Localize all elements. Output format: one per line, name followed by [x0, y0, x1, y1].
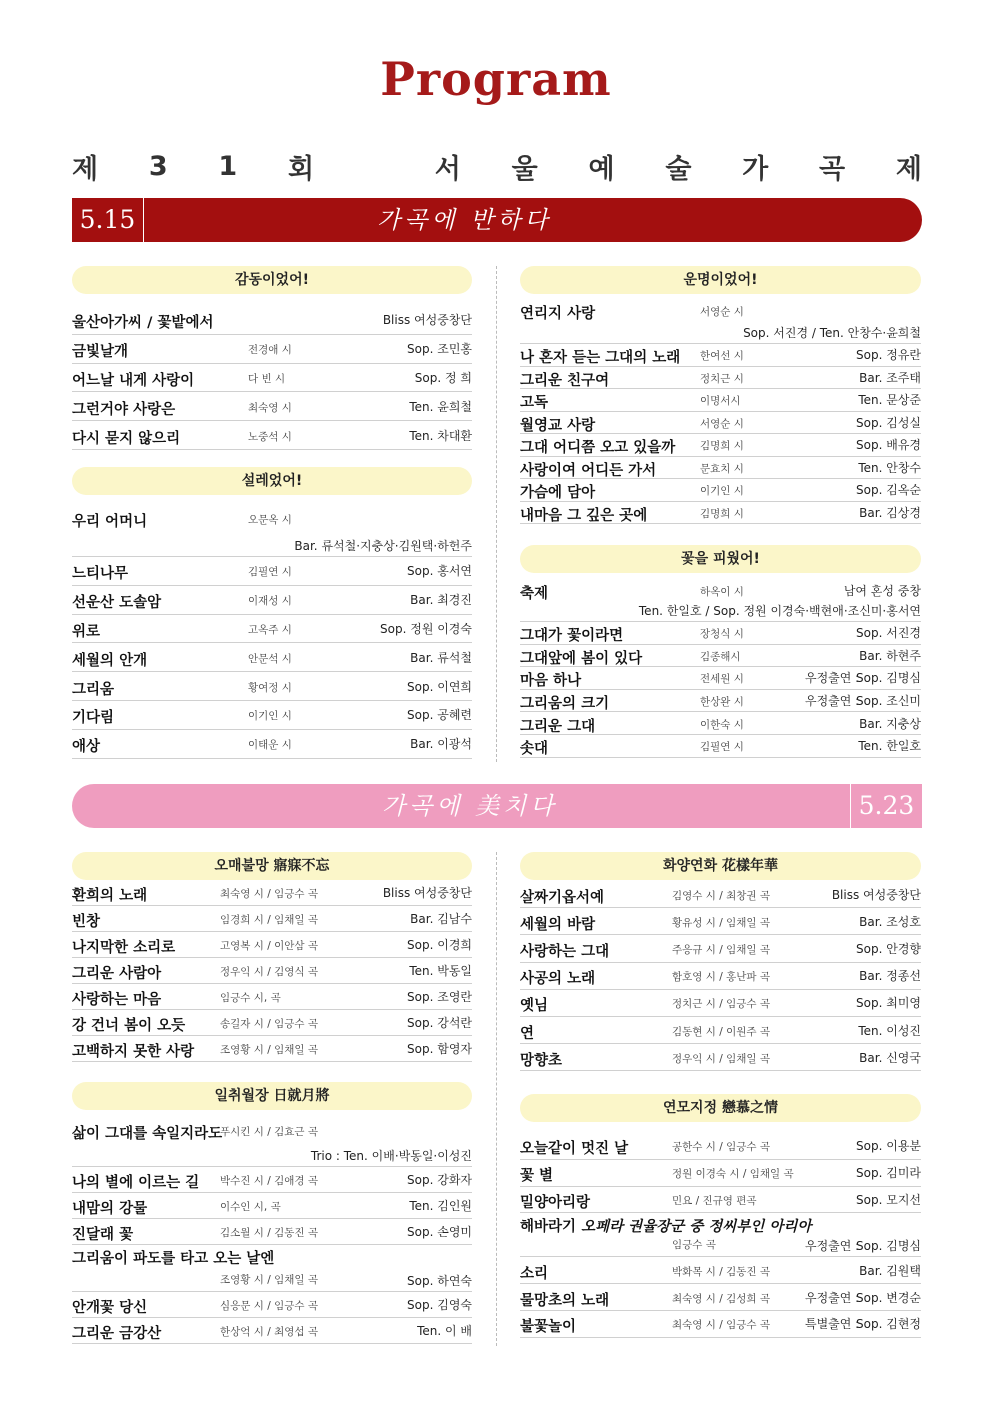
- program-item: [72, 557, 472, 586]
- festival-title-char: 서: [434, 153, 461, 185]
- program-item: [72, 392, 472, 421]
- program-item: [72, 1120, 472, 1167]
- program-item: [72, 701, 472, 730]
- song-title: 세월의 바람: [520, 916, 596, 933]
- song-credits: 이명서시: [700, 395, 741, 408]
- program-item: [520, 622, 921, 645]
- performer: Sop. 함영자: [407, 1042, 472, 1056]
- performer: Sop. 조민홍: [407, 342, 472, 357]
- program-item: [72, 335, 472, 364]
- program-item: [520, 344, 921, 367]
- performer: Sop. 서진경: [856, 626, 921, 641]
- section-heading: 운명이었어!: [520, 266, 921, 294]
- song-credits: 이기인 시: [248, 710, 292, 723]
- song-credits: 오문옥 시: [248, 514, 292, 526]
- song-title: 살짜기옵서예: [520, 889, 605, 906]
- festival-title: [72, 146, 922, 186]
- program-item: [72, 1219, 472, 1245]
- program-item: [72, 615, 472, 644]
- performer: Bliss 여성중창단: [831, 887, 921, 902]
- program-item: [72, 643, 472, 672]
- program-item: [72, 984, 472, 1010]
- song-credits: 최숙영 시 / 임긍수 곡: [220, 888, 319, 900]
- program-item: [72, 1193, 472, 1219]
- performer: Sop. 강석란: [407, 1016, 472, 1030]
- song-title: 삶이 그대를 속일지라도: [72, 1126, 223, 1142]
- festival-title-char: 예: [588, 153, 615, 185]
- song-credits: 심응문 시 / 임긍수 곡: [220, 1300, 319, 1312]
- festival-title-char: 제: [895, 153, 922, 185]
- song-credits: 안문석 시: [248, 652, 292, 665]
- song-title: 위로: [72, 623, 101, 640]
- song-credits: 김동현 시 / 이원주 곡: [672, 1025, 771, 1038]
- song-credits: 장청식 시: [700, 628, 744, 641]
- performer: Sop. 안경향: [856, 941, 921, 956]
- day2-theme: 가곡에 美치다: [382, 792, 558, 820]
- song-title: 환희의 노래: [72, 888, 148, 904]
- song-credits: 공한수 시 / 임긍수 곡: [672, 1141, 771, 1154]
- program-list: [520, 1133, 921, 1338]
- appearance-note: 우정출연 :: [805, 671, 860, 686]
- performer: Sop. 조영란: [407, 990, 472, 1004]
- song-credits: 임긍수 시, 곡: [220, 992, 281, 1004]
- song-title: [520, 1215, 811, 1236]
- performer: Sop. 김명심: [856, 1239, 921, 1254]
- program-item: [72, 672, 472, 701]
- song-title: 불꽃놀이: [520, 1319, 577, 1336]
- program-item: [72, 1292, 472, 1318]
- section-heading: 꽃을 피웠어!: [520, 545, 921, 573]
- section-heading: 오매불망 寤寐不忘: [72, 852, 472, 880]
- performer: Bar. 하현주: [859, 648, 921, 663]
- program-item: [72, 1010, 472, 1036]
- song-title: 어느날 내게 사랑이: [72, 372, 195, 389]
- song-credits: 한상억 시 / 최영섭 곡: [220, 1326, 319, 1338]
- performer: Ten. 문상준: [858, 393, 921, 408]
- song-title: 선운산 도솔암: [72, 595, 162, 612]
- song-title: 사랑이여 어디든 가서: [520, 462, 657, 479]
- song-title: 그리움이 파도를 타고 오는 날엔: [72, 1251, 275, 1267]
- song-title-note: 오페라 권율장군 중 정씨부인 아리아: [581, 1219, 812, 1236]
- song-credits: 최숙영 시 / 김성희 곡: [672, 1292, 771, 1305]
- song-title: 울산아가씨 / 꽃밭에서: [72, 315, 214, 332]
- appearance-note: 우정출연 :: [805, 1290, 860, 1305]
- song-title: 그리운 친구여: [520, 372, 610, 389]
- performer: Bar. 류석철·지충상·김원택·하헌주: [294, 539, 472, 553]
- program-item: [520, 502, 921, 525]
- appearance-note: 특별출연 :: [805, 1317, 860, 1332]
- performer: Bar. 조성호: [859, 914, 921, 929]
- performer: Bar. 김원택: [859, 1263, 921, 1278]
- song-title: 나 혼자 듣는 그대의 노래: [520, 350, 681, 367]
- song-title: 옛님: [520, 998, 549, 1015]
- song-credits: 조영황 시 / 임채일 곡: [220, 1274, 319, 1286]
- program-item: [520, 735, 921, 758]
- performer: Bar. 조주태: [859, 370, 921, 385]
- performer: Bliss 여성중창단: [382, 313, 472, 328]
- song-credits: 한여선 시: [700, 350, 744, 363]
- section-heading: 설레었어!: [72, 467, 472, 495]
- program-item: [520, 990, 921, 1017]
- program-item: [520, 1187, 921, 1214]
- performer: Sop. 하연숙: [407, 1274, 472, 1288]
- song-credits: 전세원 시: [700, 673, 744, 686]
- program-item: [520, 712, 921, 735]
- performer: 남여 혼성 중창: [843, 584, 921, 598]
- program-item: [520, 1311, 921, 1338]
- song-credits: 정우익 시 / 임채일 곡: [672, 1052, 771, 1065]
- performer: Ten. 김인원: [409, 1199, 472, 1213]
- song-title: 그대앞에 봄이 있다: [520, 650, 643, 667]
- song-credits: 김필연 시: [700, 741, 744, 754]
- performer: Bar. 정종선: [859, 969, 921, 984]
- column-divider: [496, 266, 497, 762]
- performer: Sop. 이용분: [856, 1139, 921, 1154]
- program-list: [520, 881, 921, 1071]
- song-credits: 김소월 시 / 김동진 곡: [220, 1227, 319, 1239]
- performer: Sop. 홍서연: [407, 564, 472, 579]
- song-title: 꽃 별: [520, 1168, 554, 1185]
- performer: Sop. 정원 이경숙: [380, 621, 472, 636]
- day1-banner: [72, 198, 922, 242]
- performer: Sop. 공혜련: [407, 708, 472, 723]
- song-credits: 임경희 시 / 임채일 곡: [220, 914, 319, 926]
- performer: Sop. 최미영: [856, 996, 921, 1011]
- song-title: 물망초의 노래: [520, 1292, 610, 1309]
- song-title: 오늘같이 멋진 날: [520, 1141, 629, 1158]
- song-title: 밀양아리랑: [520, 1194, 591, 1211]
- program-list: [520, 300, 921, 524]
- performer: Sop. 모지선: [856, 1192, 921, 1207]
- performer: Ten. 안창수: [858, 460, 921, 475]
- program-item: [72, 1167, 472, 1193]
- program-item: [72, 958, 472, 984]
- performer: Sop. 서진경 / Ten. 안창수·윤희철: [743, 326, 921, 340]
- song-credits: 정원 이경숙 시 / 임채일 곡: [672, 1168, 794, 1181]
- song-title: 빈창: [72, 914, 101, 930]
- program-item: [520, 479, 921, 502]
- program-item: [72, 1318, 472, 1344]
- song-credits: 송길자 시 / 임긍수 곡: [220, 1018, 319, 1030]
- program-item: [72, 880, 472, 906]
- song-credits: 김명희 시: [700, 440, 744, 453]
- program-item: [520, 1160, 921, 1187]
- song-credits: 고영복 시 / 이안삼 곡: [220, 940, 319, 952]
- program-list: [72, 880, 472, 1062]
- program-item: [520, 667, 921, 690]
- program-list: [72, 508, 472, 759]
- program-item: [520, 434, 921, 457]
- song-credits: 민요 / 진규영 편곡: [672, 1194, 757, 1207]
- performer: Sop. 김영숙: [407, 1298, 472, 1312]
- performer: Sop. 김옥순: [856, 483, 921, 498]
- song-credits: 노중석 시: [248, 430, 292, 443]
- song-credits: 하옥이 시: [700, 586, 744, 598]
- song-title: 느티나무: [72, 566, 129, 583]
- song-credits: 주응규 시 / 임채일 곡: [672, 943, 771, 956]
- festival-title-char: 3: [148, 150, 168, 182]
- column-divider: [496, 852, 497, 1346]
- performer: Sop. 정 희: [414, 370, 472, 385]
- program-item: [520, 1257, 921, 1284]
- performer: Bliss 여성중창단: [382, 886, 472, 900]
- song-credits: 박수진 시 / 김애경 곡: [220, 1175, 319, 1187]
- program-item: [72, 1245, 472, 1292]
- song-title: 사랑하는 마음: [72, 992, 162, 1008]
- song-credits: 함호영 시 / 홍난파 곡: [672, 971, 771, 984]
- song-credits: 고옥주 시: [248, 623, 292, 636]
- song-credits: 최숙영 시: [248, 401, 292, 414]
- song-title: 마음 하나: [520, 673, 582, 690]
- song-credits: 정우익 시 / 김영식 곡: [220, 966, 319, 978]
- song-title: 기다림: [72, 710, 115, 727]
- performer: Bar. 류석철: [410, 650, 472, 665]
- song-title: 사공의 노래: [520, 971, 596, 988]
- section-heading: 연모지정 戀慕之情: [520, 1094, 921, 1122]
- program-item: [72, 421, 472, 450]
- program-item: [520, 457, 921, 480]
- song-title: 안개꽃 당신: [72, 1300, 148, 1316]
- song-credits: 박화목 시 / 김동진 곡: [672, 1265, 771, 1278]
- performer: Sop. 이경희: [407, 938, 472, 952]
- performer: Sop. 조신미: [856, 694, 921, 709]
- program-item: [520, 908, 921, 935]
- song-credits: 이기인 시: [700, 485, 744, 498]
- song-credits: 최숙영 시 / 임긍수 곡: [672, 1319, 771, 1332]
- song-credits: 푸시킨 시 / 김효근 곡: [220, 1126, 319, 1138]
- program-item: [520, 1017, 921, 1044]
- song-title: 그리운 그대: [520, 718, 596, 735]
- section-heading: 화양연화 花樣年華: [520, 852, 921, 880]
- program-list: [72, 306, 472, 450]
- song-credits: 김종해시: [700, 650, 741, 663]
- song-title: 월영교 사랑: [520, 417, 596, 434]
- section-heading: 감동이었어!: [72, 266, 472, 294]
- festival-title-char: 가: [742, 153, 769, 185]
- song-credits: 김필연 시: [248, 566, 292, 579]
- program-item: [520, 935, 921, 962]
- song-title: 나지막한 소리로: [72, 940, 176, 956]
- song-title: 고독: [520, 395, 549, 412]
- song-credits: 이한숙 시: [700, 718, 744, 731]
- performer: Sop. 손영미: [407, 1225, 472, 1239]
- performer: Sop. 강화자: [407, 1173, 472, 1187]
- performer: Ten. 이 배: [417, 1324, 472, 1338]
- performer: Trio : Ten. 이배·박동일·이성진: [310, 1149, 472, 1163]
- song-title: 내맘의 강물: [72, 1201, 148, 1217]
- program-item: [72, 364, 472, 393]
- song-title: 금빛날개: [72, 344, 129, 361]
- section-heading: 일취월장 日就月將: [72, 1082, 472, 1110]
- performer: Bar. 최경진: [410, 593, 472, 608]
- performer: Ten. 이성진: [858, 1023, 921, 1038]
- song-credits: 정치근 시: [700, 372, 744, 385]
- song-title: 진달래 꽃: [72, 1227, 134, 1243]
- performer: Ten. 한일호 / Sop. 정원 이경숙·백현애·조신미·홍서연: [638, 604, 921, 618]
- performer: Sop. 김성실: [856, 415, 921, 430]
- song-credits: 정치근 시 / 임긍수 곡: [672, 998, 771, 1011]
- song-title: 그리운 금강산: [72, 1326, 162, 1342]
- song-credits: 황유성 시 / 임채일 곡: [672, 916, 771, 929]
- song-title: 소리: [520, 1265, 549, 1282]
- program-item: [520, 1133, 921, 1160]
- song-title: 그런거야 사랑은: [72, 401, 176, 418]
- song-credits: 이재성 시: [248, 595, 292, 608]
- program-item: [520, 690, 921, 713]
- performer: Bar. 지충상: [859, 716, 921, 731]
- song-title: 강 건너 봄이 오듯: [72, 1018, 186, 1034]
- festival-title-char: 제: [72, 153, 99, 185]
- performer: Bar. 김남수: [410, 912, 472, 926]
- program-item: [520, 367, 921, 390]
- festival-title-char: 울: [511, 153, 538, 185]
- song-title: 망향초: [520, 1052, 563, 1069]
- appearance-note: 우정출연 :: [805, 694, 860, 709]
- song-credits: 임긍수 곡: [672, 1239, 716, 1252]
- festival-title-char: 술: [665, 153, 692, 185]
- program-item: [520, 580, 921, 622]
- day2-date: 5.23: [850, 784, 922, 828]
- page-title: Program: [380, 52, 612, 106]
- festival-title-char: 1: [218, 150, 238, 182]
- song-credits: 김영수 시 / 최창권 곡: [672, 889, 771, 902]
- day2-banner: [72, 784, 922, 828]
- festival-title-char: 곡: [819, 153, 846, 185]
- song-credits: 한상완 시: [700, 696, 744, 709]
- song-credits: 서영순 시: [700, 306, 744, 318]
- song-title: 고백하지 못한 사랑: [72, 1044, 195, 1060]
- program-item: [520, 963, 921, 990]
- performer: Sop. 이연희: [407, 679, 472, 694]
- performer: Ten. 차대환: [409, 428, 472, 443]
- program-item: [520, 645, 921, 668]
- performer: Sop. 배유경: [856, 438, 921, 453]
- program-item: [520, 881, 921, 908]
- program-list: [72, 1120, 472, 1344]
- performer: Bar. 이광석: [410, 737, 472, 752]
- performer: Ten. 박동일: [409, 964, 472, 978]
- program-item: [520, 1284, 921, 1311]
- day1-date: 5.15: [72, 198, 144, 242]
- song-credits: 황여정 시: [248, 681, 292, 694]
- song-title: 그리움: [72, 681, 115, 698]
- song-title: 사랑하는 그대: [520, 943, 610, 960]
- program-item: [520, 300, 921, 344]
- song-title: 다시 묻지 않으리: [72, 430, 181, 447]
- appearance-note: 우정출연 :: [805, 1239, 860, 1254]
- performer: Ten. 윤희철: [409, 399, 472, 414]
- performer: Sop. 정유란: [856, 348, 921, 363]
- song-credits: 김명희 시: [700, 507, 744, 520]
- song-title: 그대 어디쯤 오고 있을까: [520, 440, 676, 457]
- performer: Bar. 신영국: [859, 1050, 921, 1065]
- program-item: [72, 906, 472, 932]
- program-item: [72, 1036, 472, 1062]
- day1-theme: 가곡에 반하다: [377, 206, 552, 234]
- program-item: [72, 730, 472, 759]
- song-title: 축제: [520, 586, 549, 602]
- song-title: 그리움의 크기: [520, 696, 610, 713]
- song-credits: 전경애 시: [248, 344, 292, 357]
- song-title: 세월의 안개: [72, 652, 148, 669]
- performer: Ten. 한일호: [858, 739, 921, 754]
- program-item: [72, 586, 472, 615]
- program-item: [72, 306, 472, 335]
- program-item: [520, 389, 921, 412]
- song-title: 그리운 사람아: [72, 966, 162, 982]
- program-item: [72, 508, 472, 557]
- song-credits: 서영순 시: [700, 417, 744, 430]
- song-title-main: 해바라기: [520, 1219, 582, 1236]
- song-title: 연: [520, 1025, 535, 1042]
- song-credits: 이태운 시: [248, 739, 292, 752]
- performer: Sop. 김미라: [856, 1166, 921, 1181]
- song-title: 애상: [72, 739, 101, 756]
- program-item: [72, 932, 472, 958]
- song-credits: 다 빈 시: [248, 372, 286, 385]
- program-list: [520, 580, 921, 758]
- performer: Sop. 김현정: [856, 1317, 921, 1332]
- song-title: 솟대: [520, 741, 549, 758]
- song-title: 연리지 사랑: [520, 306, 596, 322]
- song-title: 나의 별에 이르는 길: [72, 1175, 200, 1191]
- performer: Sop. 김명심: [856, 671, 921, 686]
- program-item: [520, 412, 921, 435]
- song-credits: 조영황 시 / 임채일 곡: [220, 1044, 319, 1056]
- program-item: [520, 1044, 921, 1071]
- performer: Bar. 김상경: [859, 505, 921, 520]
- song-credits: 문효치 시: [700, 462, 744, 475]
- program-item: [520, 1213, 921, 1257]
- festival-title-char: 회: [287, 153, 315, 185]
- song-credits: 이수인 시, 곡: [220, 1201, 281, 1213]
- song-title: 그대가 꽃이라면: [520, 628, 624, 645]
- song-title: 가슴에 담아: [520, 485, 596, 502]
- song-title: 우리 어머니: [72, 514, 148, 530]
- song-title: 내마음 그 깊은 곳에: [520, 507, 648, 524]
- performer: Sop. 변경순: [856, 1290, 921, 1305]
